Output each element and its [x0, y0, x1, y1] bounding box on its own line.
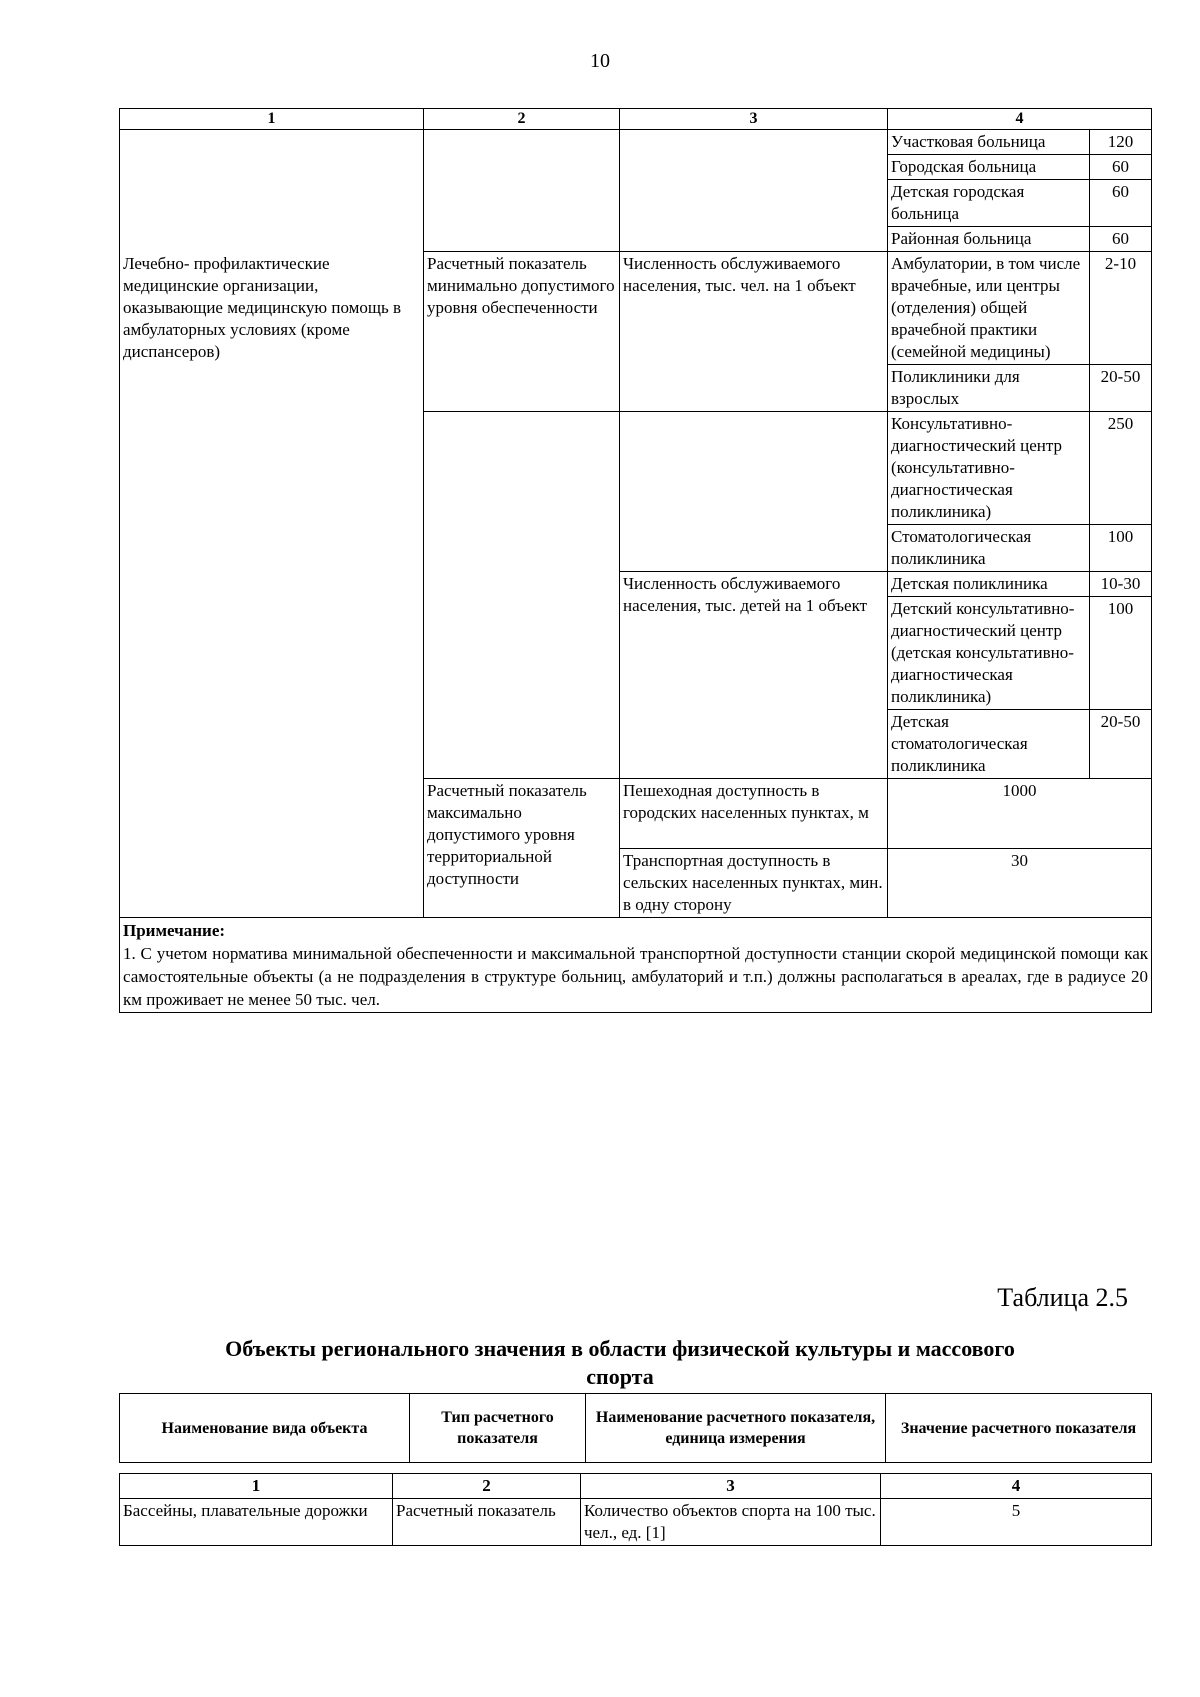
facility-value: 20-50	[1090, 710, 1152, 779]
facility-name: Консультативно-диагностический центр (консультативно-диагностическая поликлиника)	[888, 412, 1090, 525]
facility-name: Городская больница	[888, 155, 1090, 180]
access-name: Пешеходная доступность в городских населенных пунктах, м	[620, 779, 888, 849]
empty-cell	[620, 130, 888, 252]
header-indicator: Наименование расчетного показателя, единица измерения	[586, 1394, 886, 1463]
column-number-row	[120, 109, 1152, 130]
note-title: Примечание:	[123, 921, 226, 940]
col-number-4: 4	[881, 1474, 1152, 1499]
facility-name: Стоматологическая поликлиника	[888, 525, 1090, 572]
indicator-type-cell: Расчетный показатель максимально допустимого уровня территориальной доступности	[424, 779, 620, 918]
facility-name: Детская городская больница	[888, 180, 1090, 227]
table-row	[120, 1499, 1152, 1546]
col-number-1: 1	[120, 1474, 393, 1499]
facility-value: 2-10	[1090, 252, 1152, 365]
note-text: 1. С учетом норматива минимальной обеспеченности и максимальной транспортной доступности станции скорой медицинской помощи как самостоятельные объекты (а не подразделения в структуре больниц, амбулаторий и т.п.) должны располагаться в ареалах, где в радиусе 20 км проживает не менее 50 тыс. чел.	[123, 944, 1148, 1009]
table-title: Объекты регионального значения в области физической культуры и массового спорта	[225, 1336, 1015, 1389]
facility-value: 60	[1090, 227, 1152, 252]
facility-name: Детский консультативно-диагностический центр (детская консультативно-диагностическая поликлиника)	[888, 597, 1090, 710]
object-name: Бассейны, плавательные дорожки	[120, 1499, 393, 1546]
facility-value: 60	[1090, 180, 1152, 227]
col-number-2: 2	[393, 1474, 581, 1499]
object-type-cell: Лечебно- профилактические медицинские организации, оказывающие медицинскую помощь в амбулаторных условиях (кроме диспансеров)	[120, 252, 424, 918]
column-number-row	[120, 1474, 1152, 1499]
indicator-type-cell: Расчетный показатель минимально допустимого уровня обеспеченности	[424, 252, 620, 412]
col-header-4: 4	[888, 109, 1152, 130]
access-name: Транспортная доступность в сельских населенных пунктах, мин. в одну сторону	[620, 849, 888, 918]
table-caption: Таблица 2.5	[997, 1283, 1128, 1312]
indicator-type: Расчетный показатель	[393, 1499, 581, 1546]
header-row	[120, 1394, 1152, 1463]
facility-value: 100	[1090, 525, 1152, 572]
facility-name: Районная больница	[888, 227, 1090, 252]
facility-value: 20-50	[1090, 365, 1152, 412]
facility-name: Детская поликлиника	[888, 572, 1090, 597]
access-value: 1000	[888, 779, 1152, 849]
sport-table	[119, 1473, 1152, 1546]
col-number-3: 3	[581, 1474, 881, 1499]
indicator-value: 5	[881, 1499, 1152, 1546]
table-row	[120, 130, 1152, 155]
header-value: Значение расчетного показателя	[886, 1394, 1152, 1463]
facility-value: 250	[1090, 412, 1152, 525]
note-row	[120, 918, 1152, 1013]
header-type: Тип расчетного показателя	[410, 1394, 586, 1463]
empty-cell	[620, 412, 888, 572]
note-cell	[120, 918, 1152, 1013]
facility-name: Детская стоматологическая поликлиника	[888, 710, 1090, 779]
col-header-2: 2	[424, 109, 620, 130]
facility-value: 120	[1090, 130, 1152, 155]
facility-value: 100	[1090, 597, 1152, 710]
access-value: 30	[888, 849, 1152, 918]
sport-table-header	[119, 1393, 1152, 1463]
facility-name: Амбулатории, в том числе врачебные, или центры (отделения) общей врачебной практики (семейной медицины)	[888, 252, 1090, 365]
empty-cell	[424, 412, 620, 779]
indicator-name-cell: Численность обслуживаемого населения, тыс. чел. на 1 объект	[620, 252, 888, 412]
facility-name: Участковая больница	[888, 130, 1090, 155]
facility-name: Поликлиники для взрослых	[888, 365, 1090, 412]
indicator-name-cell: Численность обслуживаемого населения, тыс. детей на 1 объект	[620, 572, 888, 779]
col-header-1: 1	[120, 109, 424, 130]
indicator-name: Количество объектов спорта на 100 тыс. чел., ед. [1]	[581, 1499, 881, 1546]
facility-value: 60	[1090, 155, 1152, 180]
page-number: 10	[590, 50, 610, 72]
table-row	[120, 252, 1152, 365]
empty-cell	[424, 130, 620, 252]
healthcare-standards-table	[119, 108, 1152, 1013]
col-header-3: 3	[620, 109, 888, 130]
header-object: Наименование вида объекта	[120, 1394, 410, 1463]
facility-value: 10-30	[1090, 572, 1152, 597]
empty-cell	[120, 130, 424, 252]
